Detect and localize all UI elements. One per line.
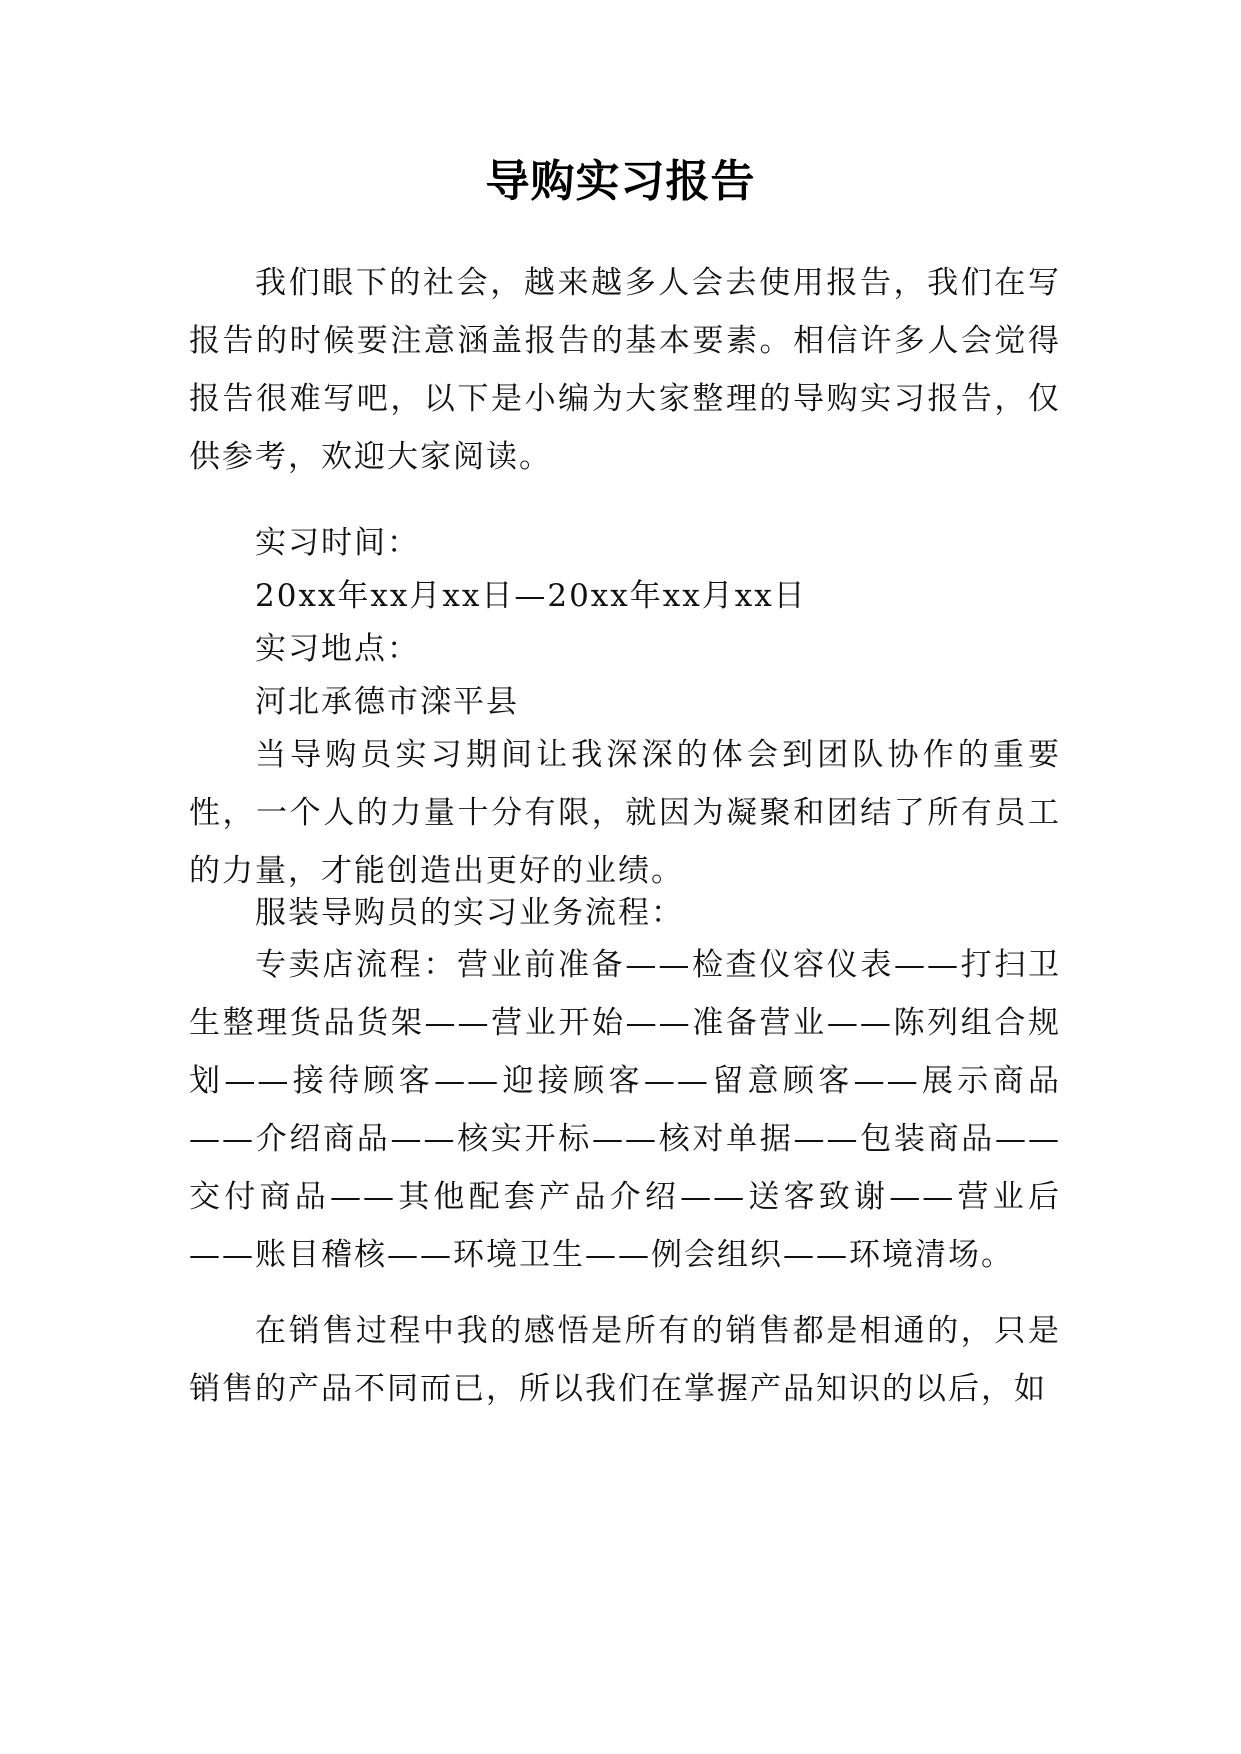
internship-place-value: 河北承德市滦平县	[255, 684, 519, 720]
internship-place-label: 实习地点：	[255, 631, 420, 667]
sales-paragraph: 在销售过程中我的感悟是所有的销售都是相通的，只是销售的产品不同而已，所以我们在掌握产品知识的以后，如	[189, 1313, 1061, 1407]
internship-time-label: 实习时间：	[255, 525, 420, 561]
document-title: 导购实习报告	[485, 156, 756, 207]
internship-time-value: 20xx年xx月xx日—20xx年xx月xx日	[255, 578, 807, 614]
process-heading: 服装导购员的实习业务流程：	[255, 895, 684, 931]
teamwork-paragraph: 当导购员实习期间让我深深的体会到团队协作的重要性，一个人的力量十分有限，就因为凝聚和团结了所有员工的力量，才能创造出更好的业绩。	[189, 737, 1061, 889]
intro-paragraph: 我们眼下的社会，越来越多人会去使用报告，我们在写报告的时候要注意涵盖报告的基本要素。相信许多人会觉得报告很难写吧，以下是小编为大家整理的导购实习报告，仅供参考，欢迎大家阅读。	[189, 265, 1061, 475]
process-paragraph: 专卖店流程：营业前准备——检查仪容仪表——打扫卫生整理货品货架——营业开始——准备营业——陈列组合规划——接待顾客——迎接顾客——留意顾客——展示商品——介绍商品——核实开标——核对单据——包装商品——交付商品——其他配套产品介绍——送客致谢——营业后——账目稽核——环境卫生——例会组织——环境清场。	[189, 947, 1061, 1273]
